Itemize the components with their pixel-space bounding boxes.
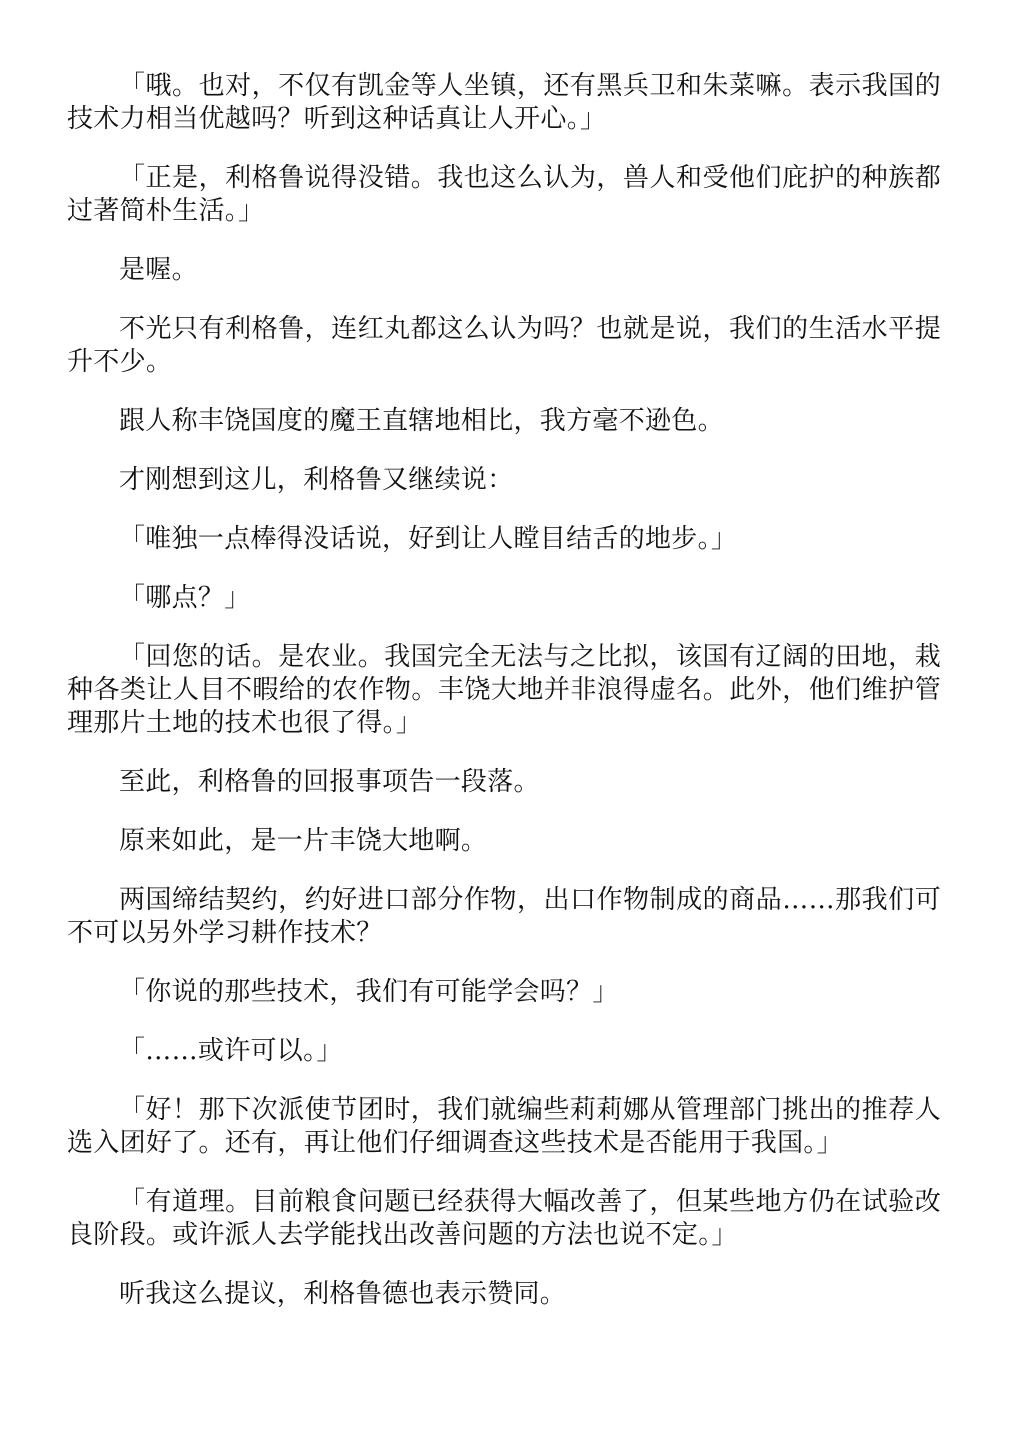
paragraph: 「你说的那些技术，我们有可能学会吗？」 [119,977,619,1007]
paragraph: 至此，利格鲁的回报事项告一段落。 [119,767,540,797]
paragraph: 原来如此，是一片丰饶大地啊。 [119,826,488,856]
paragraph: 「哪点？」 [119,583,251,613]
paragraph: 「回您的话。是农业。我国完全无法与之比拟，该国有辽阔的田地，栽种各类让人目不暇给的农作物。丰饶大地并非浪得虚名。此外，他们维护管理那片土地的技术也很了得。」 [67,642,941,738]
paragraph: 才刚想到这儿，利格鲁又继续说： [119,465,514,495]
paragraph: 「……或许可以。」 [119,1036,343,1066]
paragraph: 「唯独一点棒得没话说，好到让人瞠目结舌的地步。」 [119,524,738,554]
paragraph: 是喔。 [119,255,198,285]
paragraph: 跟人称丰饶国度的魔王直辖地相比，我方毫不逊色。 [119,406,724,436]
paragraph: 「有道理。目前粮食问题已经获得大幅改善了，但某些地方仍在试验改良阶段。或许派人去学能找出改善问题的方法也说不定。」 [67,1187,941,1250]
paragraph: 听我这么提议，利格鲁德也表示赞同。 [119,1279,567,1309]
paragraph: 「好！那下次派使节团时，我们就编些莉莉娜从管理部门挑出的推荐人选入团好了。还有，再让他们仔细调查这些技术是否能用于我国。」 [67,1095,941,1158]
paragraph: 两国缔结契约，约好进口部分作物，出口作物制成的商品……那我们可不可以另外学习耕作技术？ [67,885,941,948]
paragraph: 不光只有利格鲁，连红丸都这么认为吗？也就是说，我们的生活水平提升不少。 [67,314,941,377]
paragraph: 「正是，利格鲁说得没错。我也这么认为，兽人和受他们庇护的种族都过著简朴生活。」 [67,163,941,226]
paragraph: 「哦。也对，不仅有凯金等人坐镇，还有黑兵卫和朱菜嘛。表示我国的技术力相当优越吗？听到这种话真让人开心。」 [67,71,941,134]
